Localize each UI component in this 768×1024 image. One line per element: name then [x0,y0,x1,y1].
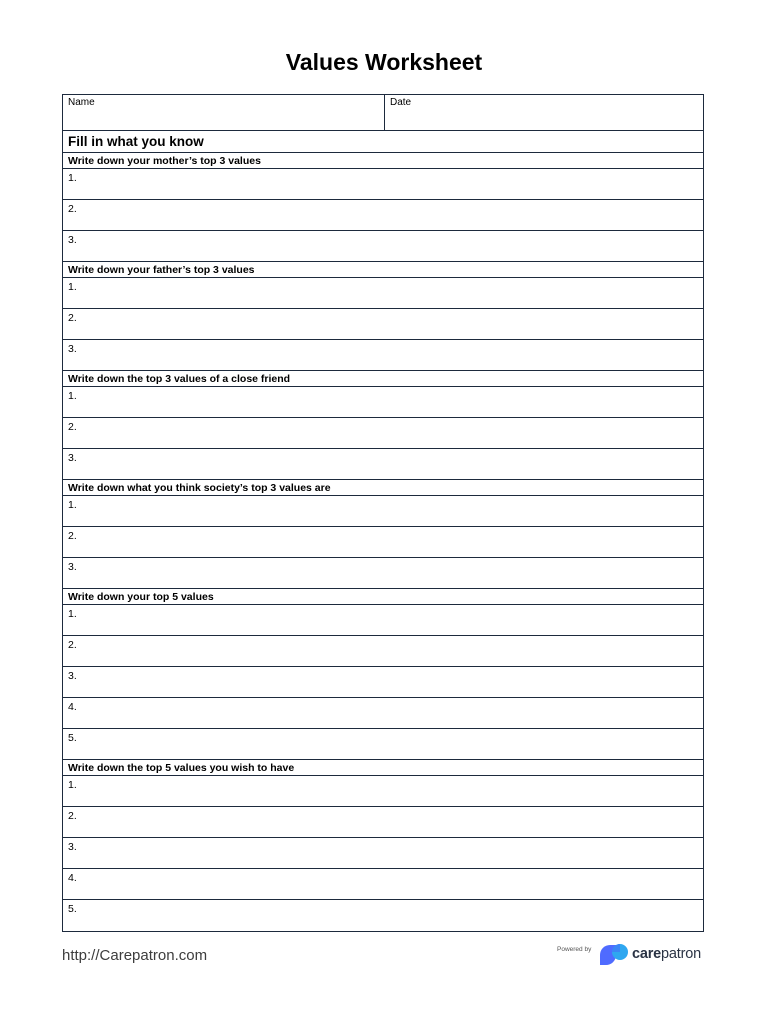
answer-line[interactable] [63,729,703,760]
answer-line[interactable] [63,200,703,231]
line-number: 4. [68,872,77,884]
date-label: Date [390,97,412,108]
answer-line[interactable] [63,387,703,418]
line-number: 2. [68,203,77,215]
line-number: 4. [68,701,77,713]
answer-line[interactable] [63,231,703,262]
carepatron-wordmark [632,946,701,962]
line-number: 2. [68,312,77,324]
section-prompt: Write down your father’s top 3 values [63,262,703,278]
line-number: 1. [68,390,77,402]
answer-line[interactable] [63,558,703,589]
worksheet-form [62,94,704,932]
carepatron-logo-icon [598,943,630,965]
answer-line[interactable] [63,900,703,931]
section-prompt: Write down your top 5 values [63,589,703,605]
answer-line[interactable] [63,605,703,636]
line-number: 3. [68,561,77,573]
line-number: 1. [68,281,77,293]
line-number: 2. [68,639,77,651]
brand-bold: care [632,946,662,962]
answer-line[interactable] [63,278,703,309]
answer-line[interactable] [63,340,703,371]
line-number: 1. [68,779,77,791]
section-prompt: Write down your mother’s top 3 values [63,153,703,169]
line-number: 3. [68,234,77,246]
line-number: 5. [68,732,77,744]
line-number: 3. [68,452,77,464]
line-number: 5. [68,903,77,915]
answer-line[interactable] [63,667,703,698]
answer-line[interactable] [63,807,703,838]
header-row [63,95,703,131]
line-number: 1. [68,172,77,184]
brand-rest: patron [661,946,701,962]
answer-line[interactable] [63,776,703,807]
answer-line[interactable] [63,449,703,480]
answer-line[interactable] [63,418,703,449]
line-number: 2. [68,530,77,542]
date-field[interactable] [385,95,703,130]
section-prompt: Write down the top 5 values you wish to have [63,760,703,776]
carepatron-link[interactable]: http://Carepatron.com [62,947,208,964]
line-number: 3. [68,841,77,853]
answer-line[interactable] [63,169,703,200]
answer-line[interactable] [63,698,703,729]
line-number: 1. [68,608,77,620]
section-title: Fill in what you know [63,131,703,153]
answer-line[interactable] [63,496,703,527]
line-number: 2. [68,421,77,433]
answer-line[interactable] [63,636,703,667]
worksheet-title: Values Worksheet [285,49,483,75]
powered-by-label: Powered by [557,946,592,953]
name-label: Name [68,97,95,108]
answer-line[interactable] [63,309,703,340]
carepatron-logo [598,943,701,965]
line-number: 1. [68,499,77,511]
section-prompt: Write down the top 3 values of a close friend [63,371,703,387]
section-prompt: Write down what you think society’s top 3 values are [63,480,703,496]
name-field[interactable] [63,95,385,130]
line-number: 3. [68,670,77,682]
line-number: 2. [68,810,77,822]
answer-line[interactable] [63,527,703,558]
answer-line[interactable] [63,869,703,900]
answer-line[interactable] [63,838,703,869]
line-number: 3. [68,343,77,355]
